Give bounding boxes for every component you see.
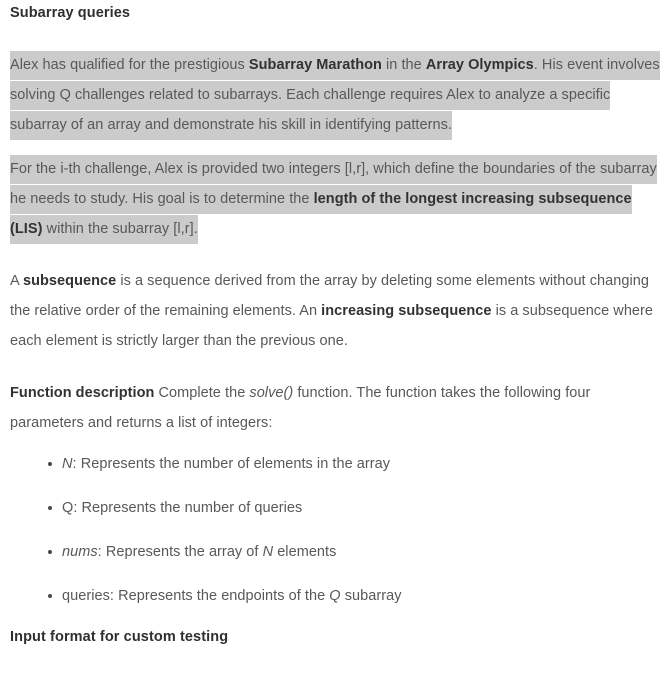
subseq-text-segment-2: is a sequence derived from the array by deleting some elements without changing the relative order of the remaining elements. An [10,273,649,319]
bullet-icon [48,506,52,510]
selected-text-challenge[interactable] [10,155,657,244]
intro-text-segment-2: in the [381,57,426,73]
section-heading-input-format: Input format for custom testing [10,629,229,645]
intro-text-segment-1: Alex has qualified for the prestigious [10,57,249,73]
funcdesc-text-segment-2: function. The function takes the following four parameters and returns a list of integers: [10,385,591,431]
bullet-icon [48,594,52,598]
bullet-icon [48,550,52,554]
paragraph-challenge [10,154,662,244]
param-trailing-2: elements [273,544,337,560]
subseq-bold-subsequence: subsequence [23,273,117,289]
list-item [10,455,662,473]
challenge-text-segment-1: For the i-th challenge, Alex is provided two integers [l,r], which define the boundaries of the subarray he needs to study. His goal is to determine the [10,161,657,207]
selected-text-intro[interactable] [10,51,660,140]
challenge-text-segment-2: within the subarray [l,r]. [42,221,198,237]
param-name-0: N [62,456,73,472]
param-name-3: queries [62,588,110,604]
problem-statement-page [0,4,672,677]
paragraph-intro [10,50,662,140]
funcdesc-text-segment-1: Complete the [154,385,250,401]
intro-bold-subarray-marathon: Subarray Marathon [248,57,382,73]
challenge-bold-lis: length of the longest increasing subsequence (LIS) [10,191,632,237]
subseq-text-segment-3: is a subsequence where each element is strictly larger than the previous one. [10,303,654,349]
page-title: Subarray queries [10,5,131,21]
param-desc-3: : Represents the endpoints of the [109,588,330,604]
funcdesc-bold-label: Function description [10,385,155,401]
paragraph-subsequence [10,266,662,356]
list-item [10,499,662,517]
param-desc-1: : Represents the number of queries [73,500,303,516]
paragraph-function-description [10,378,662,438]
param-trailing-italic-2: N [262,544,274,560]
subseq-text-segment-1: A [10,273,23,289]
param-desc-0: : Represents the number of elements in the array [72,456,391,472]
funcdesc-italic-solve: solve() [249,385,294,401]
parameter-list [10,455,662,605]
param-name-1: Q [62,500,74,516]
param-trailing-italic-3: Q [329,588,341,604]
param-desc-2: : Represents the array of [97,544,263,560]
param-trailing-3: subarray [340,588,402,604]
bullet-icon [48,462,52,466]
intro-text-segment-3: . His event involves solving Q challenges related to subarrays. Each challenge requires Alex to analyze a specific subarray of an array and demonstrate his skill in identifying patterns. [10,57,660,133]
intro-bold-array-olympics: Array Olympics [425,57,534,73]
list-item [10,587,662,605]
subseq-bold-increasing-subsequence: increasing subsequence [321,303,492,319]
param-name-2: nums [62,544,98,560]
list-item [10,543,662,561]
